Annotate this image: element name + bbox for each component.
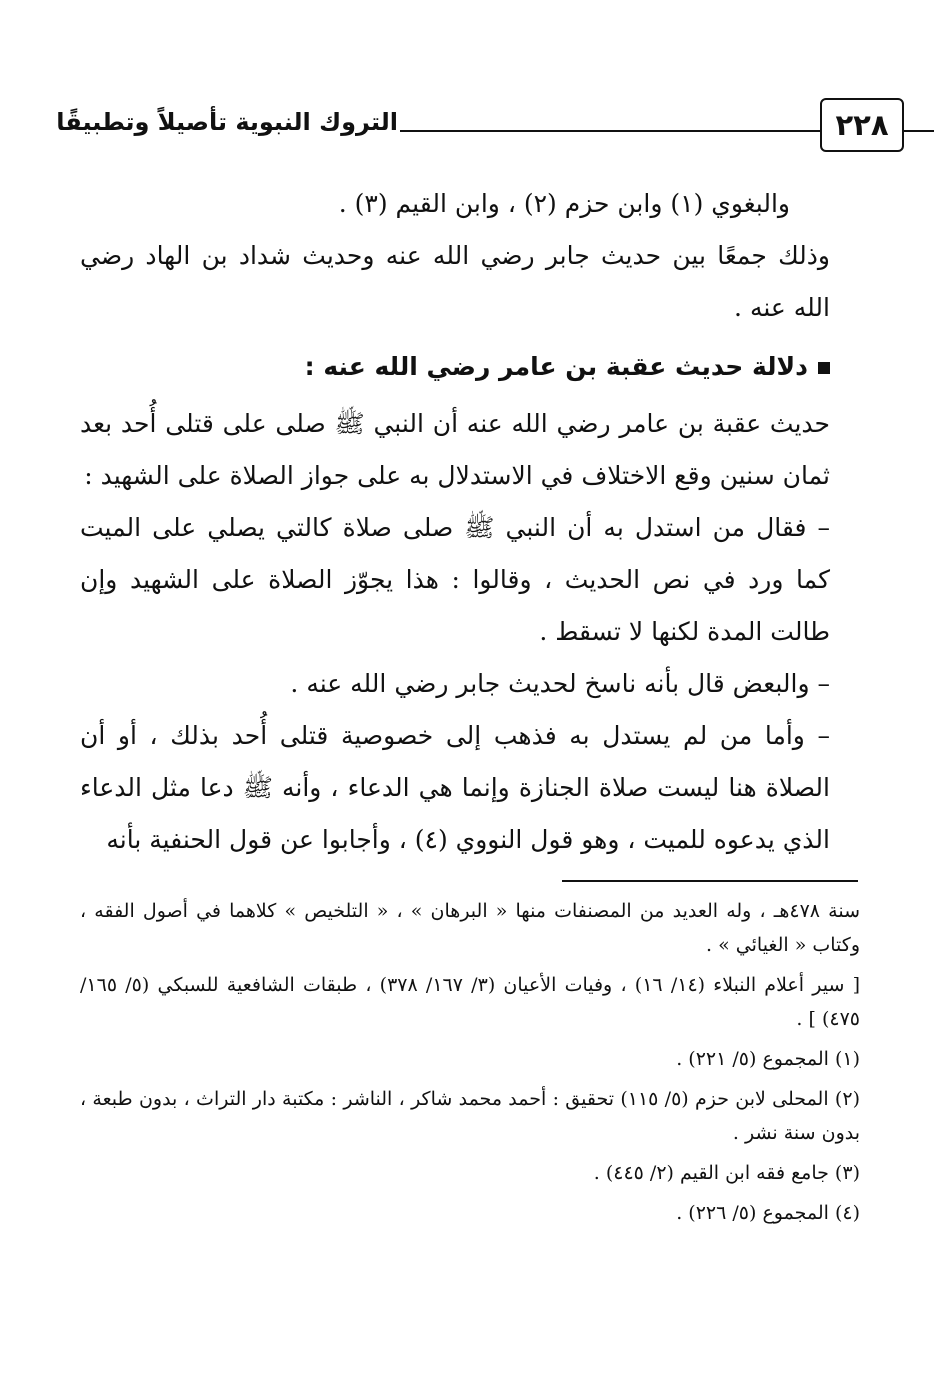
footnote-3: (٣) جامع فقه ابن القيم (٢/ ٤٤٥) . <box>593 1162 860 1184</box>
footnotes <box>80 894 860 1236</box>
footnote-1: (١) المجموع (٥/ ٢٢١) . <box>676 1048 860 1070</box>
paragraph-4: – وأما من لم يستدل به فذهب إلى خصوصية قتلى أُحد بذلك ، أو أن الصلاة هنا ليست صلاة الجنازة وإنما هي الدعاء ، وأنه ﷺ دعا مثل الدعاء الذي يدعوه للميت ، وهو قول النووي (٤) ، وأجابوا عن قول الحنفية بأنه <box>80 721 830 854</box>
page-number: ٢٢٨ <box>820 98 904 152</box>
text-line-2: وذلك جمعًا بين حديث جابر رضي الله عنه وحديث شداد بن الهاد رضي الله عنه . <box>80 241 830 322</box>
footnote-continuation-1: سنة ٤٧٨هـ ، وله العديد من المصنفات منها « البرهان » ، « التلخيص » كلاهما في أصول الفقه ، وكتاب « الغيائي » . <box>80 900 860 956</box>
footnote-separator <box>562 880 858 882</box>
square-bullet-icon <box>818 362 830 374</box>
footnote-4: (٤) المجموع (٥/ ٢٢٦) . <box>676 1202 860 1224</box>
header-rule-right <box>904 130 934 132</box>
header-rule-left <box>400 130 820 132</box>
paragraph-1: حديث عقبة بن عامر رضي الله عنه أن النبي ﷺ صلى على قتلى أُحد بعد ثمان سنين وقع الاختلاف في الاستدلال به على جواز الصلاة على الشهيد : <box>80 409 830 490</box>
page-header <box>56 98 889 158</box>
footnote-2: (٢) المحلى لابن حزم (٥/ ١١٥) تحقيق : أحمد محمد شاكر ، الناشر : مكتبة دار التراث ، بدون طبعة ، بدون سنة نشر . <box>80 1088 860 1144</box>
paragraph-3: – والبعض قال بأنه ناسخ لحديث جابر رضي الله عنه . <box>290 669 830 698</box>
footnote-continuation-2: [ سير أعلام النبلاء (١٤/ ١٦) ، وفيات الأعيان (٣/ ١٦٧/ ٣٧٨) ، طبقات الشافعية للسبكي (٥/ ١٦٥/ ٤٧٥) ] . <box>80 974 860 1030</box>
paragraph-2: – فقال من استدل به أن النبي ﷺ صلى صلاة كالتي يصلي على الميت كما ورد في نص الحديث ، وقالوا : هذا يجوّز الصلاة على الشهيد وإن طالت المدة لكنها لا تسقط . <box>80 513 830 646</box>
section-heading <box>80 342 860 392</box>
text-line-1: والبغوي (١) وابن حزم (٢) ، وابن القيم (٣) . <box>338 189 790 218</box>
running-title: التروك النبوية تأصيلاً وتطبيقًا <box>56 108 398 136</box>
main-text <box>80 178 860 866</box>
section-heading-text: دلالة حديث عقبة بن عامر رضي الله عنه : <box>304 352 808 381</box>
